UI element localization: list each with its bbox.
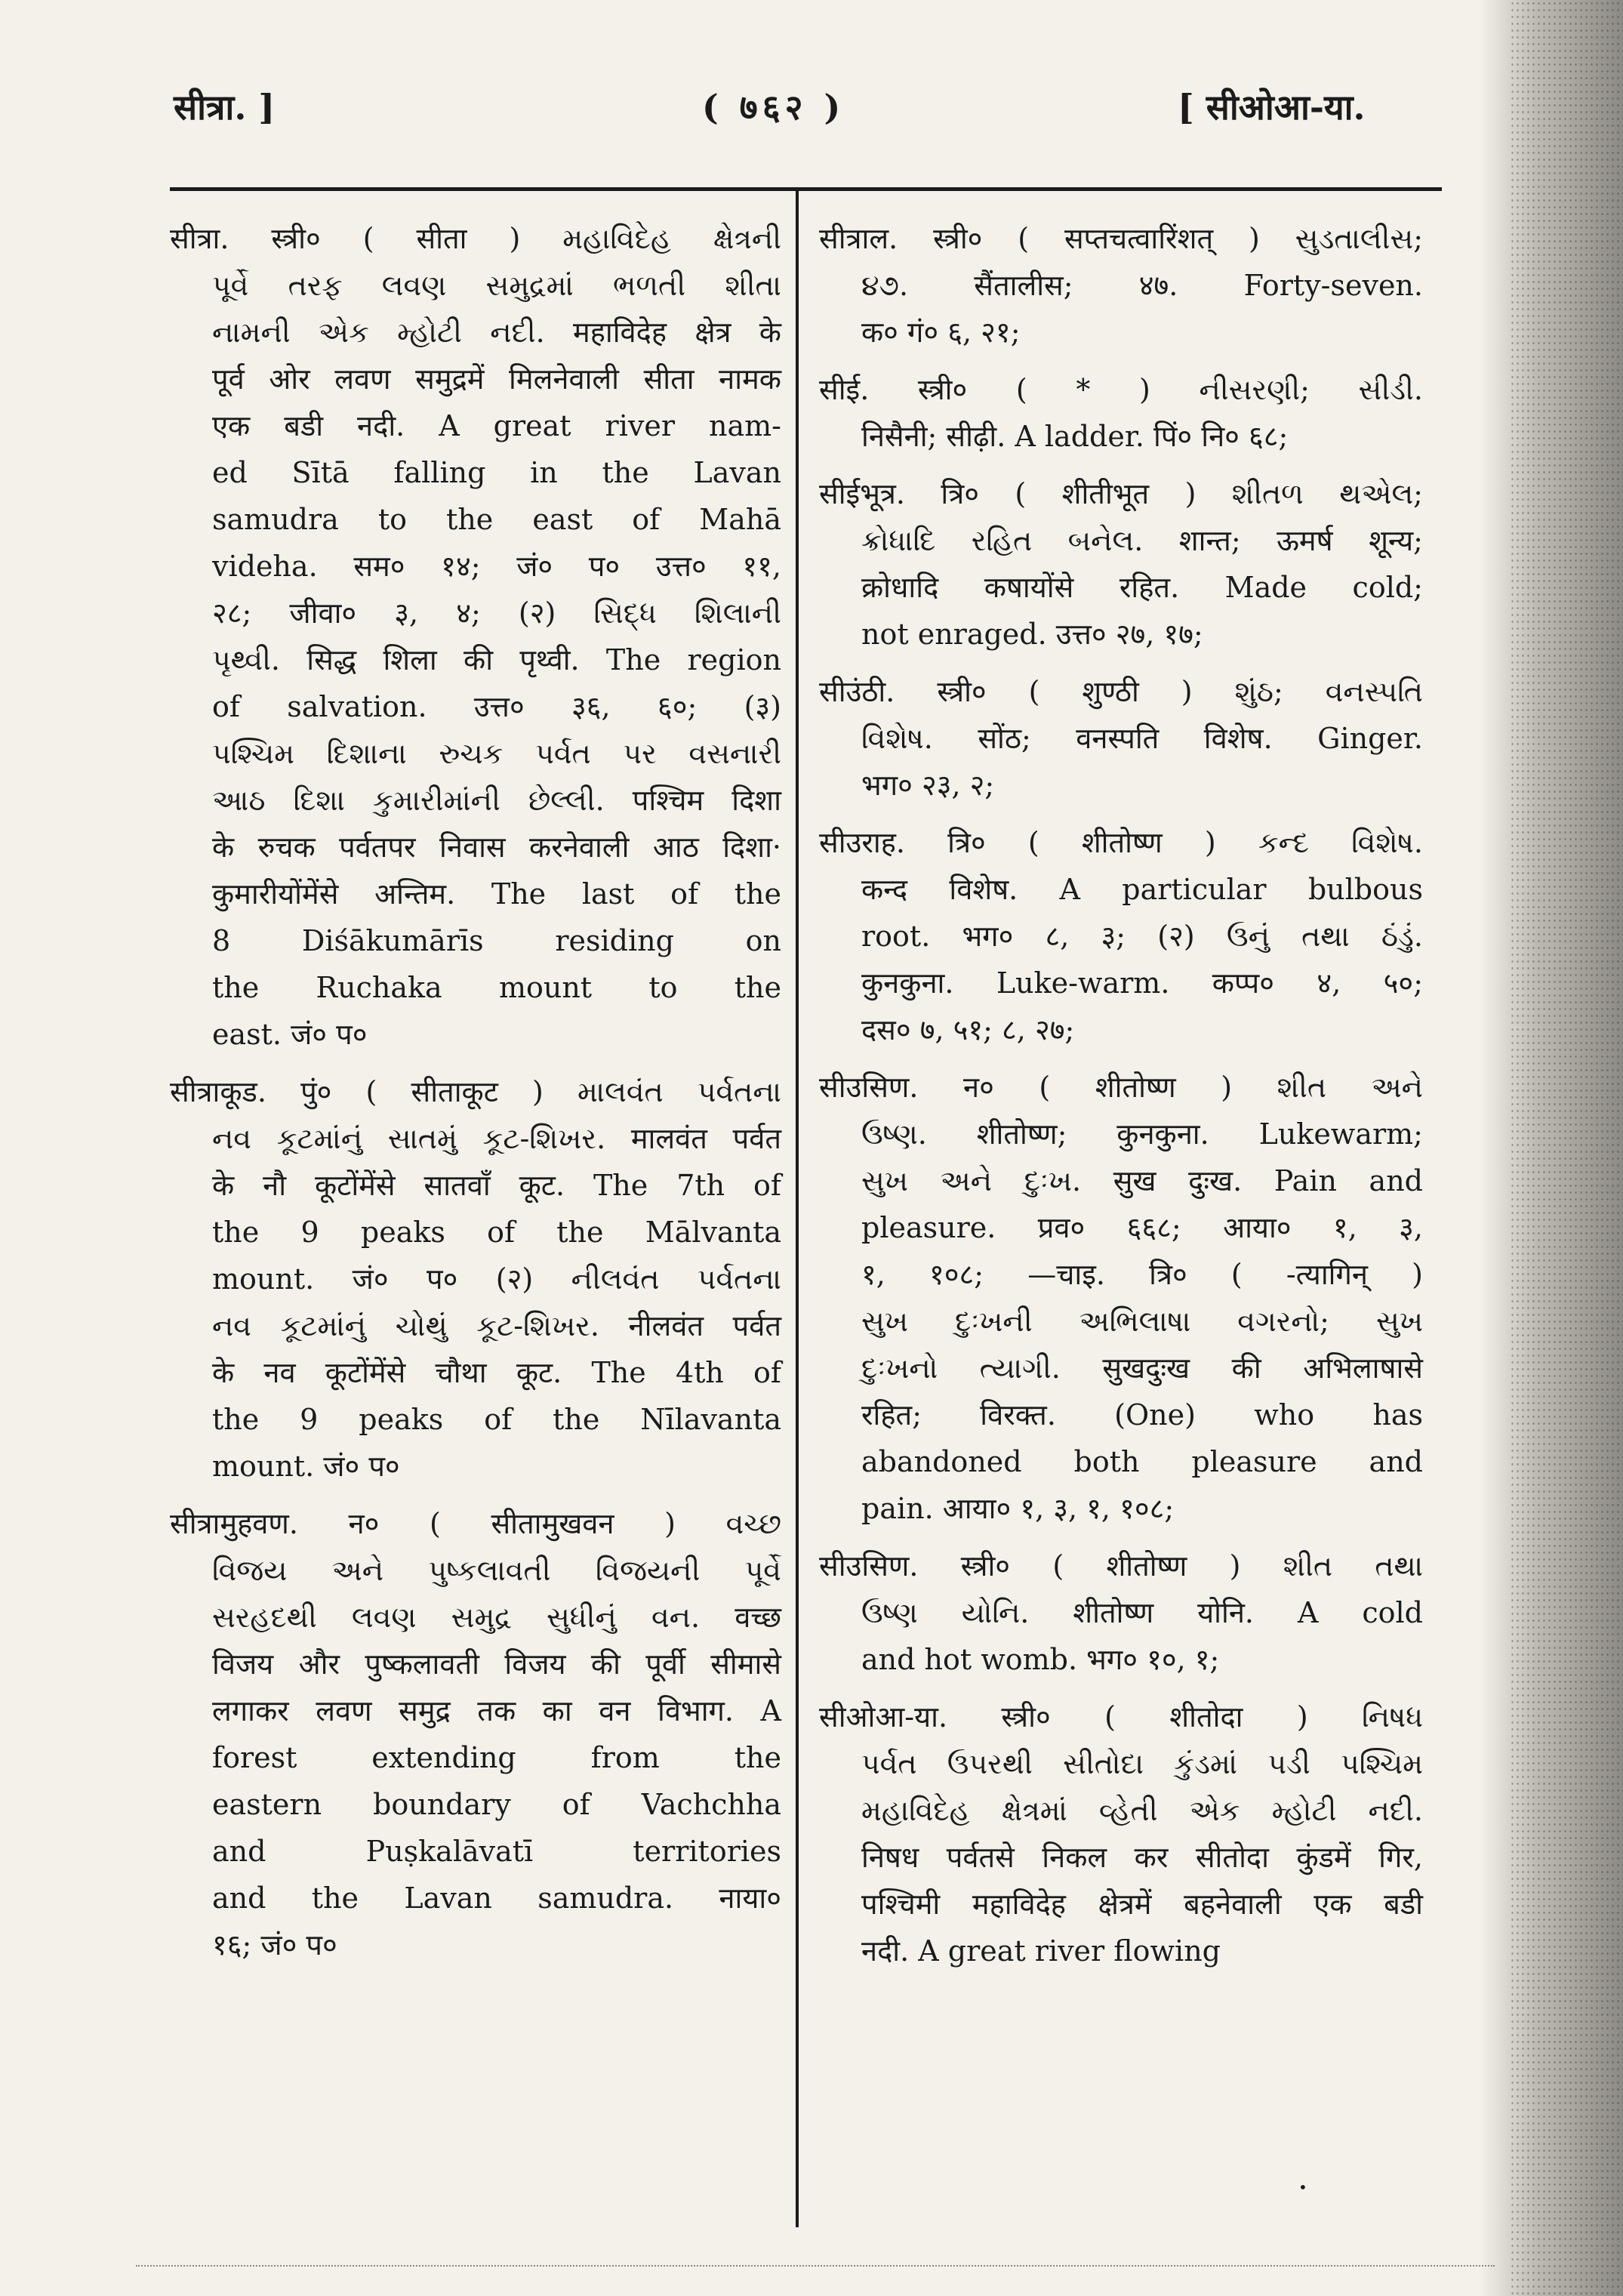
left-column bbox=[170, 215, 781, 1979]
column-divider bbox=[796, 189, 799, 2227]
entry-headword-line: सीउराह. त्रि० ( शीतोष्ण ) કન્દ વિશેષ. bbox=[819, 826, 1423, 859]
entry-text-line: कुनकुना. Luke-warm. कप्प० ४, ५०; bbox=[861, 966, 1423, 1000]
entry-headword-line: सीउंठी. स्त्री० ( शुण्ठी ) શુંઠ; વનસ્પતિ bbox=[819, 675, 1423, 708]
entry-text-line: ઉષ્ણ. शीतोष्ण; कुनकुना. Lukewarm; bbox=[861, 1117, 1423, 1151]
entry-text-line: pain. आया० १, ३, १, १०८; bbox=[861, 1492, 1175, 1525]
header-rule bbox=[170, 187, 1442, 191]
entry-text-line: સુખ દુઃખની અભિલાષા વગરનો; સુખ bbox=[861, 1305, 1423, 1338]
entry-headword-line: सीई. स्त्री० ( * ) નીસરણી; સીડી. bbox=[819, 373, 1423, 406]
entry-text-line: and Puṣkalāvatī territories bbox=[212, 1835, 781, 1868]
entry-text-line: क्रोधादि कषायोंसे रहित. Made cold; bbox=[861, 571, 1423, 604]
entry-text-line: दस० ७, ५१; ८, २७; bbox=[861, 1013, 1075, 1046]
entry-text-line: વિશેષ. सोंठ; वनस्पति विशेष. Ginger. bbox=[861, 722, 1423, 755]
entry-text-line: कन्द विशेष. A particular bulbous bbox=[861, 873, 1423, 906]
entry-text-line: ૪૭. सैंतालीस; ४७. Forty-seven. bbox=[861, 269, 1423, 302]
page-header bbox=[0, 83, 1480, 159]
entry-text-line: लगाकर लवण समुद्र तक का वन विभाग. A bbox=[212, 1694, 781, 1727]
entry-text-line: દુઃખનો ત્યાગી. सुखदुःख की अभिलाषासे bbox=[861, 1351, 1423, 1385]
entry-headword-line: सीत्रा. स्त्री० ( सीता ) મહાવિદેહ ક્ષેત્રની bbox=[170, 222, 781, 255]
entry-text-line: નામની એક મ્હોટી નદી. महाविदेह क्षेत्र के bbox=[212, 316, 781, 349]
entry-text-line: the 9 peaks of the Mālvanta bbox=[212, 1216, 781, 1249]
entry-text-line: निषध पर्वतसे निकल कर सीतोदा कुंडमें गिर, bbox=[861, 1841, 1423, 1874]
entry-text-line: વિજય અને પુષ્કલાવતી વિજયની પૂર્વે bbox=[212, 1554, 781, 1587]
dictionary-entry bbox=[819, 819, 1423, 1053]
entry-headword-line: सीउसिण. न० ( शीतोष्ण ) શીત અને bbox=[819, 1071, 1423, 1104]
entry-headword-line: सीत्राल. स्त्री० ( सप्तचत्वारिंशत् ) સુડતાલીસ; bbox=[819, 222, 1423, 255]
entry-text-line: of salvation. उत्त० ३६, ६०; (३) bbox=[212, 690, 781, 723]
entry-text-line: १६; जं० प० bbox=[212, 1928, 337, 1962]
header-left-guideword: सीत्रा. ] bbox=[174, 87, 276, 128]
entry-text-line: નવ કૂટમાંનું ચોથું કૂટ-શિખર. नीलवंत पर्वत bbox=[212, 1309, 781, 1342]
entry-text-line: एक बडी नदी. A great river nam- bbox=[212, 409, 781, 442]
entry-text-line: के रुचक पर्वतपर निवास करनेवाली आठ दिशा· bbox=[212, 831, 781, 864]
dictionary-entry bbox=[170, 215, 781, 1058]
dictionary-entry bbox=[819, 366, 1423, 460]
page-edge-texture bbox=[1510, 0, 1623, 2296]
entry-text-line: પશ્ચિમ દિશાના રુચક પર્વત પર વસનારી bbox=[212, 737, 781, 770]
entry-text-line: पश्चिमी महाविदेह क्षेत्रमें बहनेवाली एक बडी bbox=[861, 1888, 1423, 1921]
entry-text-line: रहित; विरक्त. (One) who has bbox=[861, 1398, 1423, 1432]
right-column bbox=[819, 215, 1423, 1985]
entry-text-line: મહાવિદેહ ક્ષેત્રમાં વ્હેતી એક મ્હોટી નદી. bbox=[861, 1794, 1423, 1827]
dictionary-entry bbox=[819, 1542, 1423, 1683]
entry-headword-line: सीत्रामुहवण. न० ( सीतामुखवन ) વચ્છ bbox=[170, 1507, 781, 1540]
dictionary-entry bbox=[170, 1500, 781, 1968]
print-mark: • bbox=[1298, 2178, 1307, 2196]
entry-text-line: eastern boundary of Vachchha bbox=[212, 1788, 781, 1821]
dictionary-entry bbox=[819, 1064, 1423, 1532]
entry-text-line: the 9 peaks of the Nīlavanta bbox=[212, 1403, 781, 1436]
entry-text-line: પર્વત ઉપરથી સીતોદા કુંડમાં પડી પશ્ચિમ bbox=[861, 1747, 1423, 1780]
entry-text-line: east. जं० प० bbox=[212, 1018, 368, 1051]
entry-text-line: નવ કૂટમાંનું સાતમું કૂટ-શિખર. मालवंत पर्वत bbox=[212, 1122, 781, 1155]
entry-text-line: कुमारीयोंमेंसे अन्तिम. The last of the bbox=[212, 877, 781, 911]
entry-text-line: સરહદથી લવણ સમુદ્ર સુધીનું વન. वच्छ bbox=[212, 1601, 781, 1634]
entry-text-line: પૃથ્વી. सिद्ध शिला की पृथ्वी. The region bbox=[212, 643, 781, 676]
entry-text-line: ed Sītā falling in the Lavan bbox=[212, 456, 781, 489]
dictionary-entry bbox=[819, 215, 1423, 356]
entry-text-line: क० गं० ६, २१; bbox=[861, 316, 1021, 349]
bottom-edge-dots bbox=[136, 2265, 1495, 2267]
entry-text-line: the Ruchaka mount to the bbox=[212, 971, 781, 1004]
entry-text-line: videha. सम० १४; जं० प० उत्त० ११, bbox=[212, 550, 781, 583]
entry-text-line: root. भग० ८, ३; (२) ઉનું તથા ઠંડું. bbox=[861, 920, 1423, 953]
page-number: ( ७६२ ) bbox=[702, 87, 845, 128]
entry-text-line: २८; जीवा० ३, ४; (२) સિદ્ધ શિલાની bbox=[212, 596, 781, 630]
entry-text-line: forest extending from the bbox=[212, 1741, 781, 1774]
dictionary-entry bbox=[819, 1693, 1423, 1974]
entry-text-line: नदी. A great river flowing bbox=[861, 1934, 1221, 1968]
entry-text-line: ઉષ્ણ યોનિ. शीतोष्ण योनि. A cold bbox=[861, 1596, 1423, 1629]
entry-text-line: પૂર્વે તરફ લવણ સમુદ્રમાં ભળતી શીતા bbox=[212, 269, 781, 302]
entry-text-line: निसैनी; सीढ़ी. A ladder. पिं० नि० ६८; bbox=[861, 420, 1289, 453]
entry-text-line: ક્રોધાદિ રહિત બનેલ. शान्त; ऊमर्ष शून्य; bbox=[861, 524, 1423, 557]
entry-text-line: 8 Diśākumārīs residing on bbox=[212, 924, 781, 957]
entry-text-line: and the Lavan samudra. नाया० bbox=[212, 1881, 781, 1915]
dictionary-entry bbox=[819, 668, 1423, 809]
entry-headword-line: सीत्राकूड. पुं० ( सीताकूट ) માલવંત પર્વતના bbox=[170, 1075, 781, 1108]
entry-text-line: विजय और पुष्कलावती विजय की पूर्वी सीमासे bbox=[212, 1647, 781, 1681]
entry-headword-line: सीओआ-या. स्त्री० ( शीतोदा ) નિષધ bbox=[819, 1700, 1423, 1734]
entry-text-line: के नौ कूटोंमेंसे सातवाँ कूट. The 7th of bbox=[212, 1169, 781, 1202]
entry-text-line: mount. जं० प० bbox=[212, 1450, 400, 1483]
entry-text-line: pleasure. प्रव० ६६८; आया० १, ३, bbox=[861, 1211, 1423, 1244]
entry-headword-line: सीउसिण. स्त्री० ( शीतोष्ण ) શીત તથા bbox=[819, 1549, 1423, 1583]
entry-headword-line: सीईभूत्र. त्रि० ( शीतीभूत ) શીતળ થએલ; bbox=[819, 477, 1423, 510]
entry-text-line: સુખ અને દુઃખ. सुख दुःख. Pain and bbox=[861, 1164, 1423, 1197]
entry-text-line: abandoned both pleasure and bbox=[861, 1445, 1423, 1478]
entry-text-line: mount. जं० प० (२) નીલવંત પર્વતના bbox=[212, 1262, 781, 1296]
dictionary-entry bbox=[170, 1068, 781, 1490]
entry-text-line: भग० २३, २; bbox=[861, 769, 995, 802]
entry-text-line: १, १०८; —चाइ. त्रि० ( -त्यागिन् ) bbox=[861, 1258, 1423, 1291]
header-right-guideword: [ सीओआ-या. bbox=[1178, 87, 1366, 128]
entry-text-line: samudra to the east of Mahā bbox=[212, 503, 781, 536]
entry-text-line: not enraged. उत्त० २७, १७; bbox=[861, 618, 1203, 651]
entry-text-line: पूर्व ओर लवण समुद्रमें मिलनेवाली सीता नामक bbox=[212, 362, 781, 396]
dictionary-entry bbox=[819, 470, 1423, 658]
entry-text-line: and hot womb. भग० १०, १; bbox=[861, 1643, 1220, 1676]
entry-text-line: के नव कूटोंमेंसे चौथा कूट. The 4th of bbox=[212, 1356, 781, 1389]
entry-text-line: આઠ દિશા કુમારીમાંની છેલ્લી. पश्चिम दिशा bbox=[212, 784, 781, 817]
